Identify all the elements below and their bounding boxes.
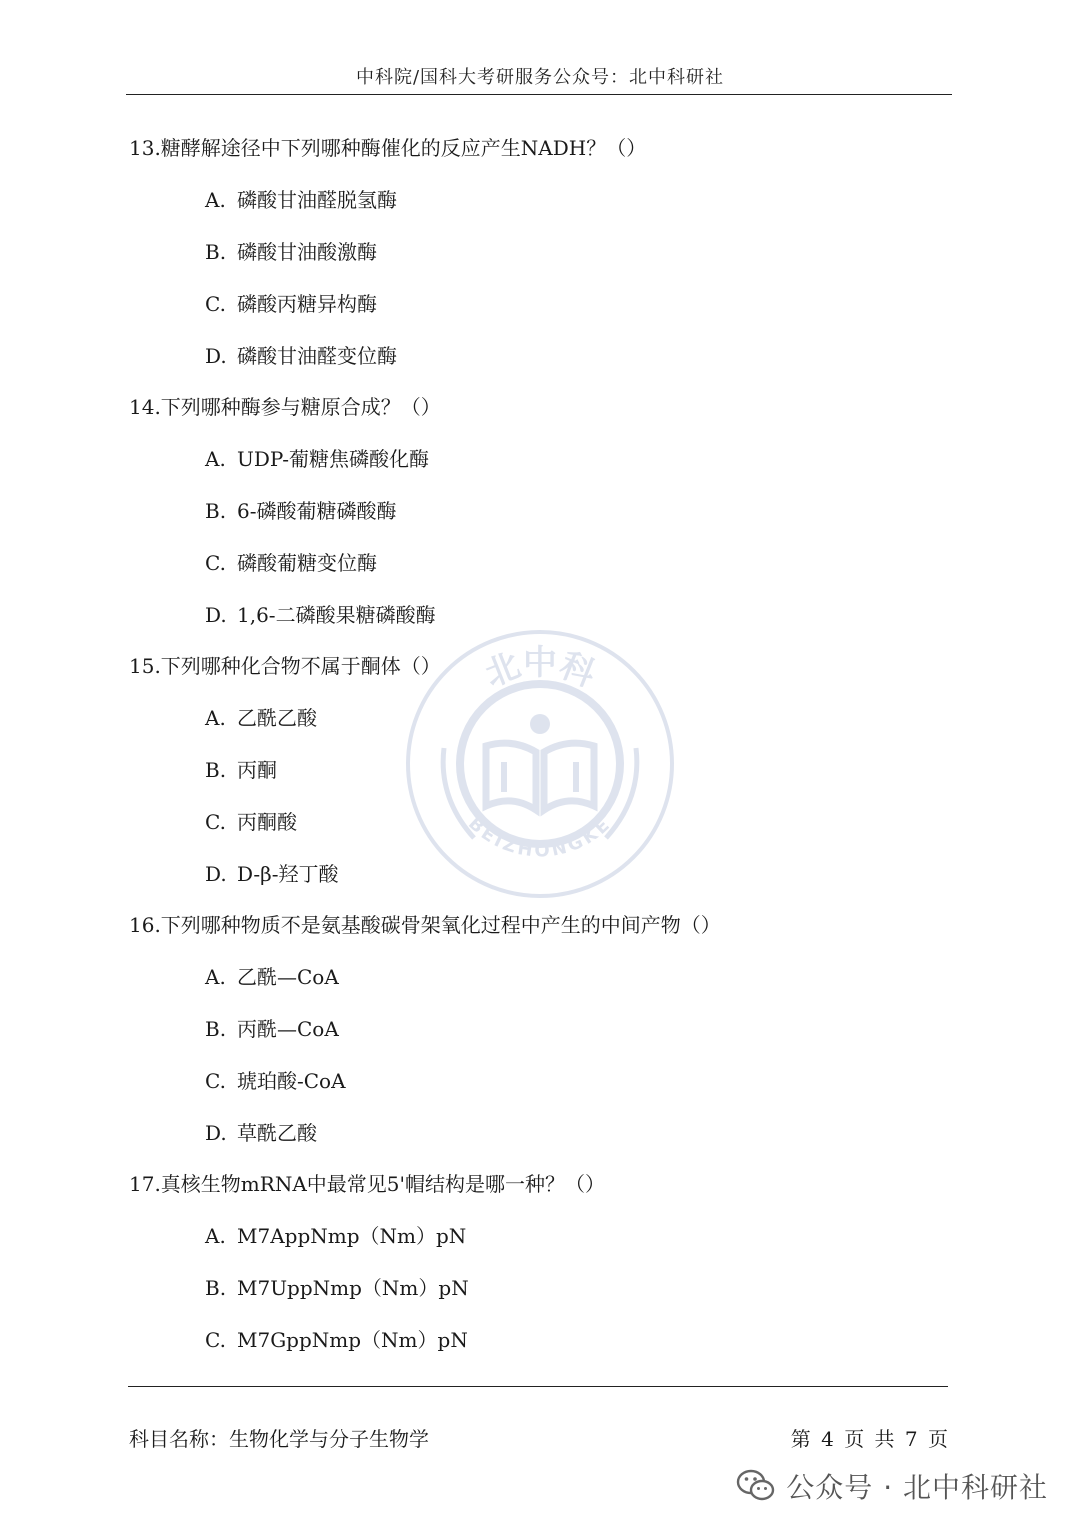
option-row (205, 1272, 469, 1301)
option-text: 丙酰—CoA (237, 1017, 339, 1041)
seal-subtitle: BEIZHONGKE (464, 812, 616, 862)
option-letter: C. (205, 1328, 226, 1352)
wechat-account-label: 公众号 · 北中科研社 (786, 1471, 1048, 1504)
option-text: 丙酮 (237, 758, 277, 782)
option-letter: B. (205, 758, 227, 782)
header-divider (126, 94, 952, 95)
footer-divider (128, 1386, 948, 1387)
option-text: M7UppNmp（Nm）pN (237, 1276, 469, 1300)
option-letter: C. (205, 810, 226, 834)
option-row (205, 1220, 466, 1249)
option-row (205, 236, 377, 265)
option-text: 1,6-二磷酸果糖磷酸酶 (237, 603, 436, 627)
option-text: 磷酸甘油醛变位酶 (237, 344, 397, 368)
option-letter: C. (205, 1069, 226, 1093)
option-text: 乙酰乙酸 (237, 706, 317, 730)
page-number: 第 4 页 共 7 页 (790, 1427, 948, 1451)
option-text: 草酰乙酸 (237, 1121, 317, 1145)
option-text: M7GppNmp（Nm）pN (237, 1328, 468, 1352)
option-letter: B. (205, 1017, 227, 1041)
seal-title: 北中科 (479, 643, 601, 696)
option-row (205, 858, 338, 887)
option-row (205, 1324, 468, 1353)
option-letter: A. (205, 706, 226, 730)
option-text: 6-磷酸葡糖磷酸酶 (237, 499, 397, 523)
option-text: 乙酰—CoA (237, 965, 339, 989)
option-row (205, 288, 377, 317)
option-letter: C. (205, 292, 226, 316)
option-text: 磷酸丙糖异构酶 (237, 292, 377, 316)
wechat-icon (736, 1469, 776, 1503)
option-text: 磷酸葡糖变位酶 (237, 551, 377, 575)
option-letter: B. (205, 1276, 227, 1300)
option-row (205, 961, 339, 990)
option-row (205, 495, 396, 524)
option-row (205, 1117, 317, 1146)
option-row (205, 1013, 339, 1042)
option-row (205, 702, 317, 731)
option-row (205, 754, 277, 783)
question-stem: 17.真核生物mRNA中最常见5'帽结构是哪一种？（） (129, 1172, 605, 1196)
option-row (205, 184, 397, 213)
beizhongke-seal-watermark (404, 628, 676, 900)
option-letter: A. (205, 447, 226, 471)
option-row (205, 806, 297, 835)
option-letter: D. (205, 603, 227, 627)
question-stem: 16.下列哪种物质不是氨基酸碳骨架氧化过程中产生的中间产物（） (129, 913, 721, 937)
question-stem: 13.糖酵解途径中下列哪种酶催化的反应产生NADH？（） (129, 136, 647, 160)
option-letter: A. (205, 1224, 226, 1248)
option-letter: A. (205, 965, 226, 989)
option-text: 琥珀酸-CoA (237, 1069, 346, 1093)
option-row (205, 1065, 346, 1094)
option-text: 磷酸甘油酸激酶 (237, 240, 377, 264)
option-letter: B. (205, 499, 227, 523)
option-text: 磷酸甘油醛脱氢酶 (237, 188, 397, 212)
question-stem: 15.下列哪种化合物不属于酮体（） (129, 654, 441, 678)
option-letter: D. (205, 344, 227, 368)
page-header: 中科院/国科大考研服务公众号：北中科研社 (355, 67, 725, 88)
option-text: 丙酮酸 (237, 810, 297, 834)
option-letter: B. (205, 240, 227, 264)
question-stem: 14.下列哪种酶参与糖原合成？（） (129, 395, 441, 419)
option-letter: D. (205, 1121, 227, 1145)
option-row (205, 340, 397, 369)
option-text: D-β-羟丁酸 (237, 862, 339, 886)
option-letter: C. (205, 551, 226, 575)
option-letter: A. (205, 188, 226, 212)
option-row (205, 547, 377, 576)
option-text: M7AppNmp（Nm）pN (237, 1224, 467, 1248)
option-row (205, 599, 436, 628)
option-letter: D. (205, 862, 227, 886)
subject-name: 科目名称：生物化学与分子生物学 (129, 1427, 429, 1451)
option-text: UDP-葡糖焦磷酸化酶 (237, 447, 430, 471)
wechat-account-badge[interactable] (736, 1466, 1048, 1506)
option-row (205, 443, 429, 472)
